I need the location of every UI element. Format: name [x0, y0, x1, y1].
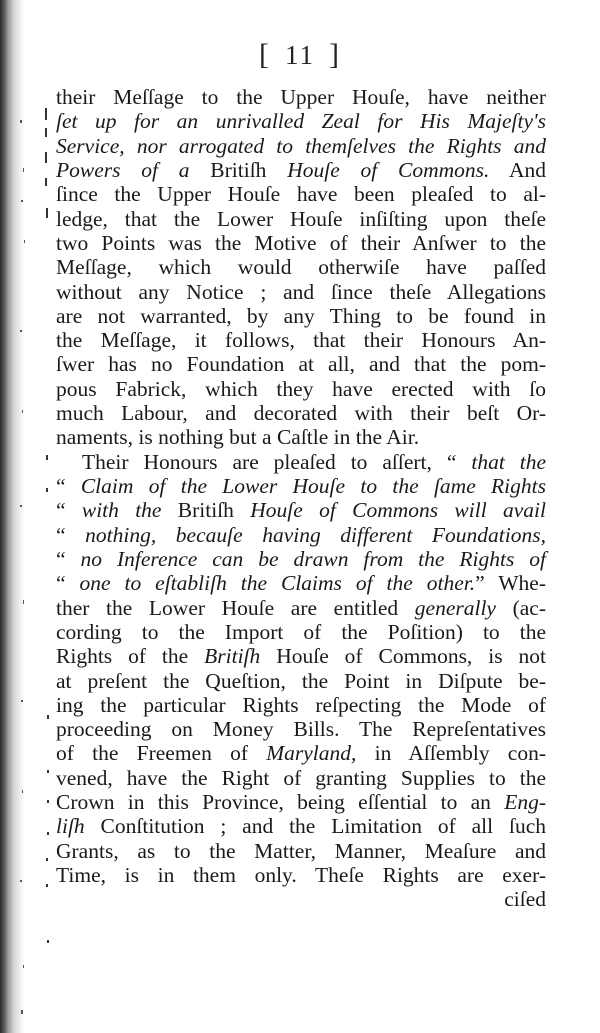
italic-text: Maryland, [266, 741, 357, 766]
text-line [56, 717, 546, 741]
italic-text: Claim of the Lower Houſe to the ſame Rights [80, 474, 546, 498]
text-line [56, 790, 546, 814]
gutter-marks [0, 0, 60, 1033]
text-line [56, 741, 546, 765]
roman-text: And [489, 157, 546, 182]
text-line [56, 887, 546, 911]
text-line [56, 182, 546, 206]
roman-text: their Meſſage to the Upper Houſe, have neither [56, 85, 546, 109]
page-number [0, 38, 600, 72]
text-line [56, 766, 546, 790]
text-line [56, 498, 546, 522]
text-line [56, 474, 546, 498]
italic-text: one to eſtabliſh the Claims of the other. [79, 571, 476, 596]
text-line [56, 255, 546, 279]
roman-text: in Aſſembly con- [356, 741, 546, 766]
roman-text: Grants, as to the Matter, Manner, Meaſure and [56, 838, 546, 863]
text-line [56, 85, 546, 109]
roman-text: Time, is in them only. Theſe Rights are exer- [56, 863, 546, 887]
text-line [56, 231, 546, 255]
roman-text: Rights of the [56, 644, 205, 669]
roman-text: ” Whe- [475, 571, 546, 596]
roman-text: Crown in this Province, being eſſential to an [56, 790, 505, 815]
text-line [56, 280, 546, 304]
roman-text: without any Notice ; and ſince theſe Allegations [56, 279, 546, 304]
roman-text: Houſe of Commons, is not [260, 644, 546, 669]
roman-text: much Labour, and decorated with their beſt Or- [56, 401, 546, 426]
text-line [56, 377, 546, 401]
roman-text: the Meſſage, it follows, that their Honours An- [56, 328, 546, 353]
body-text [56, 85, 546, 912]
italic-text: liſh [56, 814, 85, 839]
italic-text: Eng- [504, 790, 546, 815]
italic-text: Houſe of Commons. [287, 157, 490, 182]
italic-text: that the [471, 449, 546, 474]
roman-text: ther the Lower Houſe are entitled [56, 595, 415, 620]
roman-text: “ [56, 498, 82, 523]
text-line [56, 620, 546, 644]
italic-text: ſet up for an unrivalled Zeal for His Majeſty's [56, 109, 546, 134]
roman-text: ing the particular Rights reſpecting the Mode of [56, 692, 546, 717]
text-line [56, 547, 546, 571]
roman-text: two Points was the Motive of their Anſwer to the [56, 230, 546, 255]
text-line [56, 644, 546, 668]
roman-text: “ [56, 522, 86, 547]
text-line [56, 304, 546, 328]
roman-text: naments, is nothing but a Caſtle in the Air. [56, 425, 420, 450]
text-line [56, 109, 546, 133]
roman-text: “ [56, 571, 80, 596]
italic-text: Powers of a [56, 157, 211, 182]
roman-text: at preſent the Queſtion, the Point in Diſpute be- [56, 668, 546, 693]
roman-text: Conſtitution ; and the Limitation of all ſuch [84, 814, 546, 839]
roman-text: proceeding on Money Bills. The Repreſentatives [56, 717, 546, 742]
italic-text: no Inference can be drawn from the Rights of [80, 546, 547, 571]
roman-text: ſwer has no Foundation at all, and that the pom- [56, 352, 546, 377]
italic-text: nothing, becauſe having different Foundations, [85, 522, 546, 547]
italic-text: generally [414, 595, 496, 620]
text-line [56, 839, 546, 863]
text-line [56, 863, 546, 887]
text-line [56, 158, 546, 182]
page-number-close-bracket: ] [329, 38, 341, 71]
roman-text: vened, have the Right of granting Supplies to the [56, 765, 546, 790]
italic-text: with the [81, 498, 178, 523]
text-line [56, 571, 546, 595]
text-line [56, 669, 546, 693]
text-line [56, 328, 546, 352]
roman-text: are not warranted, by any Thing to be found in [56, 303, 546, 328]
roman-text: Britiſh [210, 157, 288, 182]
text-line [56, 450, 546, 474]
text-line [56, 401, 546, 425]
italic-text: Service, nor arrogated to themſelves the Rights and [56, 133, 546, 158]
roman-text: (ac- [495, 595, 547, 620]
roman-text: ſince the Upper Houſe have been pleaſed to al- [56, 182, 546, 207]
text-line [56, 814, 546, 838]
roman-text: ciſed [504, 887, 546, 912]
roman-text: Their Honours are pleaſed to aſſert, “ [82, 449, 472, 474]
text-line [56, 596, 546, 620]
text-line [56, 134, 546, 158]
roman-text: “ [56, 546, 81, 571]
text-line [56, 523, 546, 547]
page-number-value: 11 [285, 40, 315, 70]
roman-text: Britiſh [177, 498, 251, 523]
roman-text: cording to the Import of the Poſition) to the [56, 619, 546, 644]
roman-text: of the Freemen of [56, 741, 267, 766]
text-line [56, 352, 546, 376]
italic-text: Houſe of Commons will avail [250, 498, 546, 523]
text-line [56, 425, 546, 449]
roman-text: “ [56, 474, 81, 498]
roman-text: Meſſage, which would otherwiſe have paſſed [56, 255, 546, 280]
roman-text: pous Fabrick, which they have erected with ſo [56, 376, 546, 401]
text-line [56, 207, 546, 231]
italic-text: Britiſh [204, 644, 261, 669]
page-number-open-bracket: [ [259, 38, 271, 71]
text-line [56, 693, 546, 717]
roman-text: ledge, that the Lower Houſe inſiſting upon theſe [56, 206, 546, 231]
